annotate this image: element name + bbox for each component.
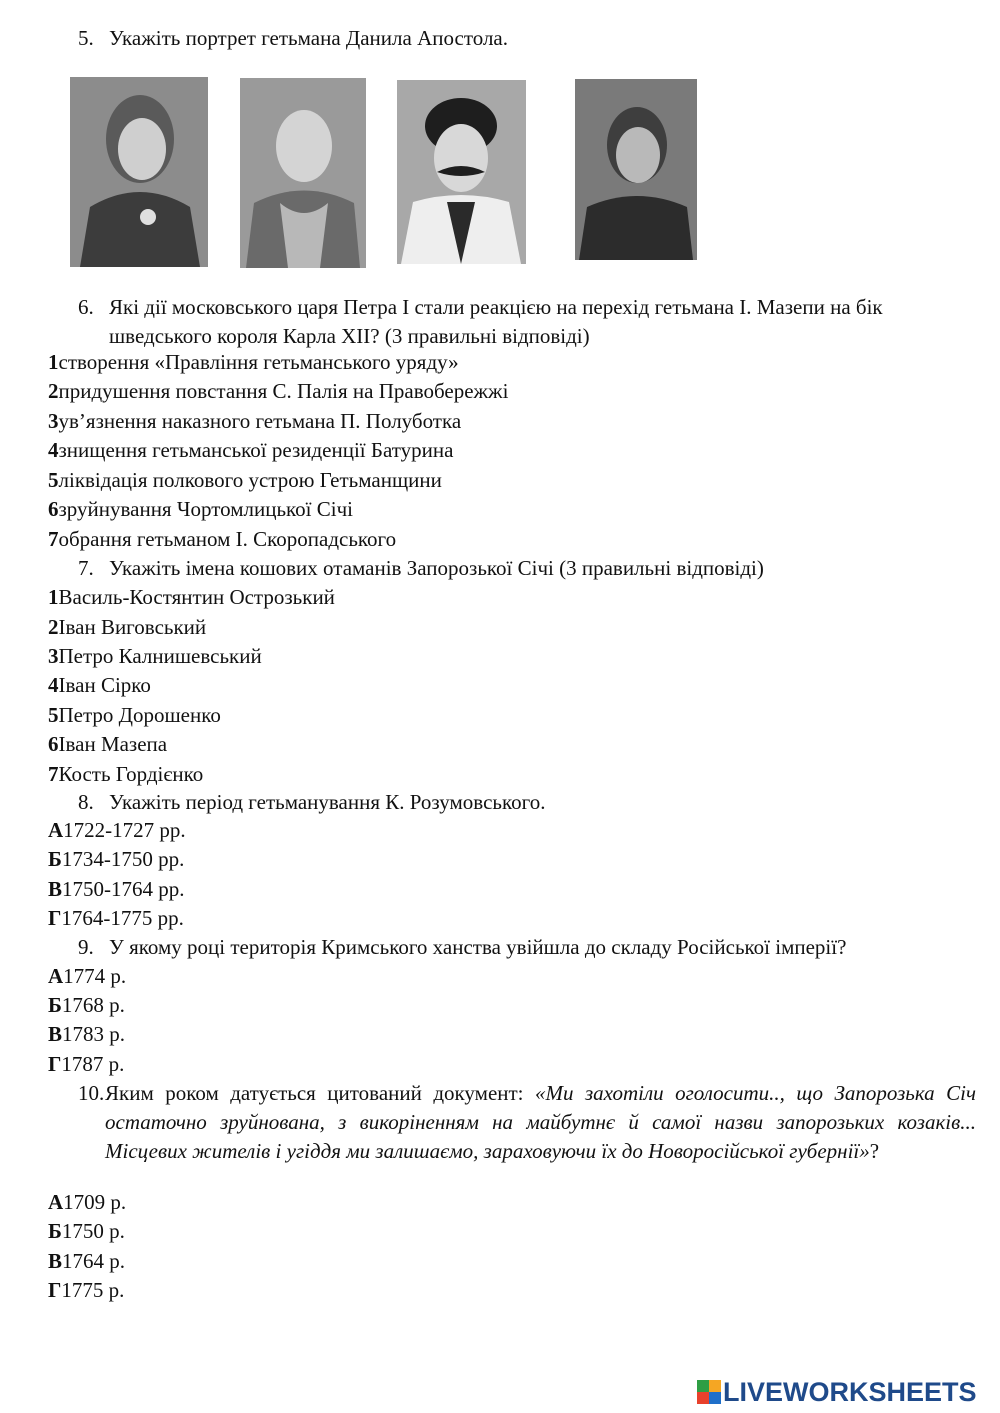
answer-option[interactable] bbox=[48, 642, 262, 671]
option-text: Кость Гордієнко bbox=[58, 762, 204, 786]
question-text-prefix: Яким роком датується цитований документ: bbox=[105, 1081, 535, 1105]
question-6 bbox=[78, 293, 976, 351]
option-label: 1 bbox=[48, 350, 59, 374]
answer-option[interactable] bbox=[48, 525, 396, 554]
question-text: У якому році територія Кримського ханства увійшла до складу Російської імперії? bbox=[109, 935, 847, 959]
option-text: 1722-1727 рр. bbox=[63, 818, 186, 842]
portrait-2-image bbox=[240, 78, 366, 268]
answer-option[interactable] bbox=[48, 730, 167, 759]
answer-option[interactable] bbox=[48, 760, 203, 789]
option-text: ув’язнення наказного гетьмана П. Полуботка bbox=[58, 409, 462, 433]
mark-square bbox=[709, 1380, 721, 1392]
option-text: Петро Дорошенко bbox=[58, 703, 221, 727]
question-text bbox=[105, 1079, 976, 1166]
option-text: Іван Мазепа bbox=[58, 732, 168, 756]
mark-square bbox=[697, 1392, 709, 1404]
liveworksheets-mark-icon bbox=[697, 1380, 721, 1404]
portrait-1-image bbox=[70, 77, 208, 267]
option-text: створення «Правління гетьманського уряду» bbox=[58, 350, 459, 374]
answer-option[interactable] bbox=[48, 701, 221, 730]
answer-option[interactable] bbox=[48, 991, 125, 1020]
option-label: Г bbox=[48, 906, 62, 930]
answer-option[interactable] bbox=[48, 1276, 124, 1305]
answer-option[interactable] bbox=[48, 407, 461, 436]
answer-option[interactable] bbox=[48, 1020, 125, 1049]
option-label: 3 bbox=[48, 409, 59, 433]
answer-option[interactable] bbox=[48, 495, 353, 524]
option-label: 5 bbox=[48, 703, 59, 727]
question-9 bbox=[78, 933, 976, 962]
portrait-3-image bbox=[397, 80, 526, 264]
option-label: Б bbox=[48, 1219, 62, 1243]
answer-option[interactable] bbox=[48, 466, 442, 495]
option-label: 7 bbox=[48, 527, 59, 551]
answer-option[interactable] bbox=[48, 1050, 124, 1079]
answer-option[interactable] bbox=[48, 377, 508, 406]
portrait-3[interactable] bbox=[397, 80, 526, 264]
portrait-4[interactable] bbox=[575, 79, 697, 260]
option-text: зруйнування Чортомлицької Січі bbox=[58, 497, 353, 521]
option-label: 6 bbox=[48, 732, 59, 756]
option-text: обрання гетьманом І. Скоропадського bbox=[58, 527, 397, 551]
option-label: 2 bbox=[48, 379, 59, 403]
question-7 bbox=[78, 554, 976, 583]
option-text: Петро Калнишевський bbox=[58, 644, 262, 668]
question-5 bbox=[78, 24, 976, 53]
answer-option[interactable] bbox=[48, 816, 186, 845]
option-label: 4 bbox=[48, 673, 59, 697]
question-text-suffix: ? bbox=[869, 1139, 880, 1163]
question-number: 9. bbox=[78, 935, 94, 959]
mark-square bbox=[709, 1392, 721, 1404]
answer-option[interactable] bbox=[48, 904, 184, 933]
question-number: 5. bbox=[78, 26, 94, 50]
option-label: А bbox=[48, 818, 64, 842]
answer-option[interactable] bbox=[48, 1247, 125, 1276]
option-label: 5 bbox=[48, 468, 59, 492]
option-text: 1750-1764 рр. bbox=[62, 877, 185, 901]
option-text: 1787 р. bbox=[61, 1052, 125, 1076]
option-text: 1783 р. bbox=[62, 1022, 126, 1046]
answer-option[interactable] bbox=[48, 1188, 126, 1217]
answer-option[interactable] bbox=[48, 613, 206, 642]
question-text: Які дії московського царя Петра І стали реакцією на перехід гетьмана І. Мазепи на бік шведського короля Карла ХІІ? (3 правильні відповіді) bbox=[109, 295, 883, 348]
option-text: 1734-1750 рр. bbox=[61, 847, 185, 871]
option-text: 1764-1775 рр. bbox=[61, 906, 184, 930]
portrait-1[interactable] bbox=[70, 77, 208, 267]
option-label: 7 bbox=[48, 762, 59, 786]
question-8 bbox=[78, 788, 976, 817]
option-label: А bbox=[48, 1190, 64, 1214]
option-label: 3 bbox=[48, 644, 59, 668]
question-number: 8. bbox=[78, 790, 94, 814]
option-text: 1768 р. bbox=[61, 993, 125, 1017]
option-text: Іван Виговський bbox=[58, 615, 207, 639]
liveworksheets-logo[interactable] bbox=[697, 1375, 995, 1409]
question-text: Укажіть період гетьманування К. Розумовського. bbox=[109, 790, 546, 814]
question-text: Укажіть імена кошових отаманів Запорозької Січі (3 правильні відповіді) bbox=[109, 556, 764, 580]
document-quote: «Ми захотіли оголосити.., що Запорозька Січ остаточно зруйнована, з викоріненням на майбутнє й самої назви запорозьких козаків... Місцевих жителів і угіддя ми залишаємо, зараховуючи їх до Новоросійської губернії» bbox=[105, 1081, 976, 1163]
question-number: 6. bbox=[78, 295, 94, 319]
option-label: 6 bbox=[48, 497, 59, 521]
answer-option[interactable] bbox=[48, 348, 459, 377]
answer-option[interactable] bbox=[48, 875, 185, 904]
option-text: 1764 р. bbox=[62, 1249, 126, 1273]
option-text: ліквідація полкового устрою Гетьманщини bbox=[58, 468, 442, 492]
option-label: Б bbox=[48, 993, 62, 1017]
option-text: придушення повстання С. Палія на Правобережжі bbox=[58, 379, 509, 403]
option-label: 4 bbox=[48, 438, 59, 462]
option-text: знищення гетьманської резиденції Батурина bbox=[58, 438, 454, 462]
option-label: А bbox=[48, 964, 64, 988]
question-10 bbox=[78, 1079, 976, 1166]
question-number: 10. bbox=[78, 1081, 105, 1105]
answer-option[interactable] bbox=[48, 1217, 125, 1246]
option-label: 1 bbox=[48, 585, 59, 609]
option-label: 2 bbox=[48, 615, 59, 639]
answer-option[interactable] bbox=[48, 583, 335, 612]
option-label: Г bbox=[48, 1278, 62, 1302]
portrait-2[interactable] bbox=[240, 78, 366, 268]
mark-square bbox=[697, 1380, 709, 1392]
option-text: Іван Сірко bbox=[58, 673, 151, 697]
option-text: Василь-Костянтин Острозький bbox=[58, 585, 335, 609]
option-label: Г bbox=[48, 1052, 62, 1076]
question-text: Укажіть портрет гетьмана Данила Апостола. bbox=[109, 26, 508, 50]
option-label: В bbox=[48, 877, 63, 901]
option-text: 1775 р. bbox=[61, 1278, 125, 1302]
answer-option[interactable] bbox=[48, 962, 126, 991]
option-text: 1709 р. bbox=[63, 1190, 127, 1214]
portrait-4-image bbox=[575, 79, 697, 260]
option-label: В bbox=[48, 1022, 63, 1046]
option-label: В bbox=[48, 1249, 63, 1273]
question-number: 7. bbox=[78, 556, 94, 580]
answer-option[interactable] bbox=[48, 436, 453, 465]
option-text: 1750 р. bbox=[61, 1219, 125, 1243]
option-label: Б bbox=[48, 847, 62, 871]
answer-option[interactable] bbox=[48, 845, 184, 874]
option-text: 1774 р. bbox=[63, 964, 127, 988]
brand-name: LIVEWORKSHEETS bbox=[723, 1376, 977, 1407]
answer-option[interactable] bbox=[48, 671, 151, 700]
